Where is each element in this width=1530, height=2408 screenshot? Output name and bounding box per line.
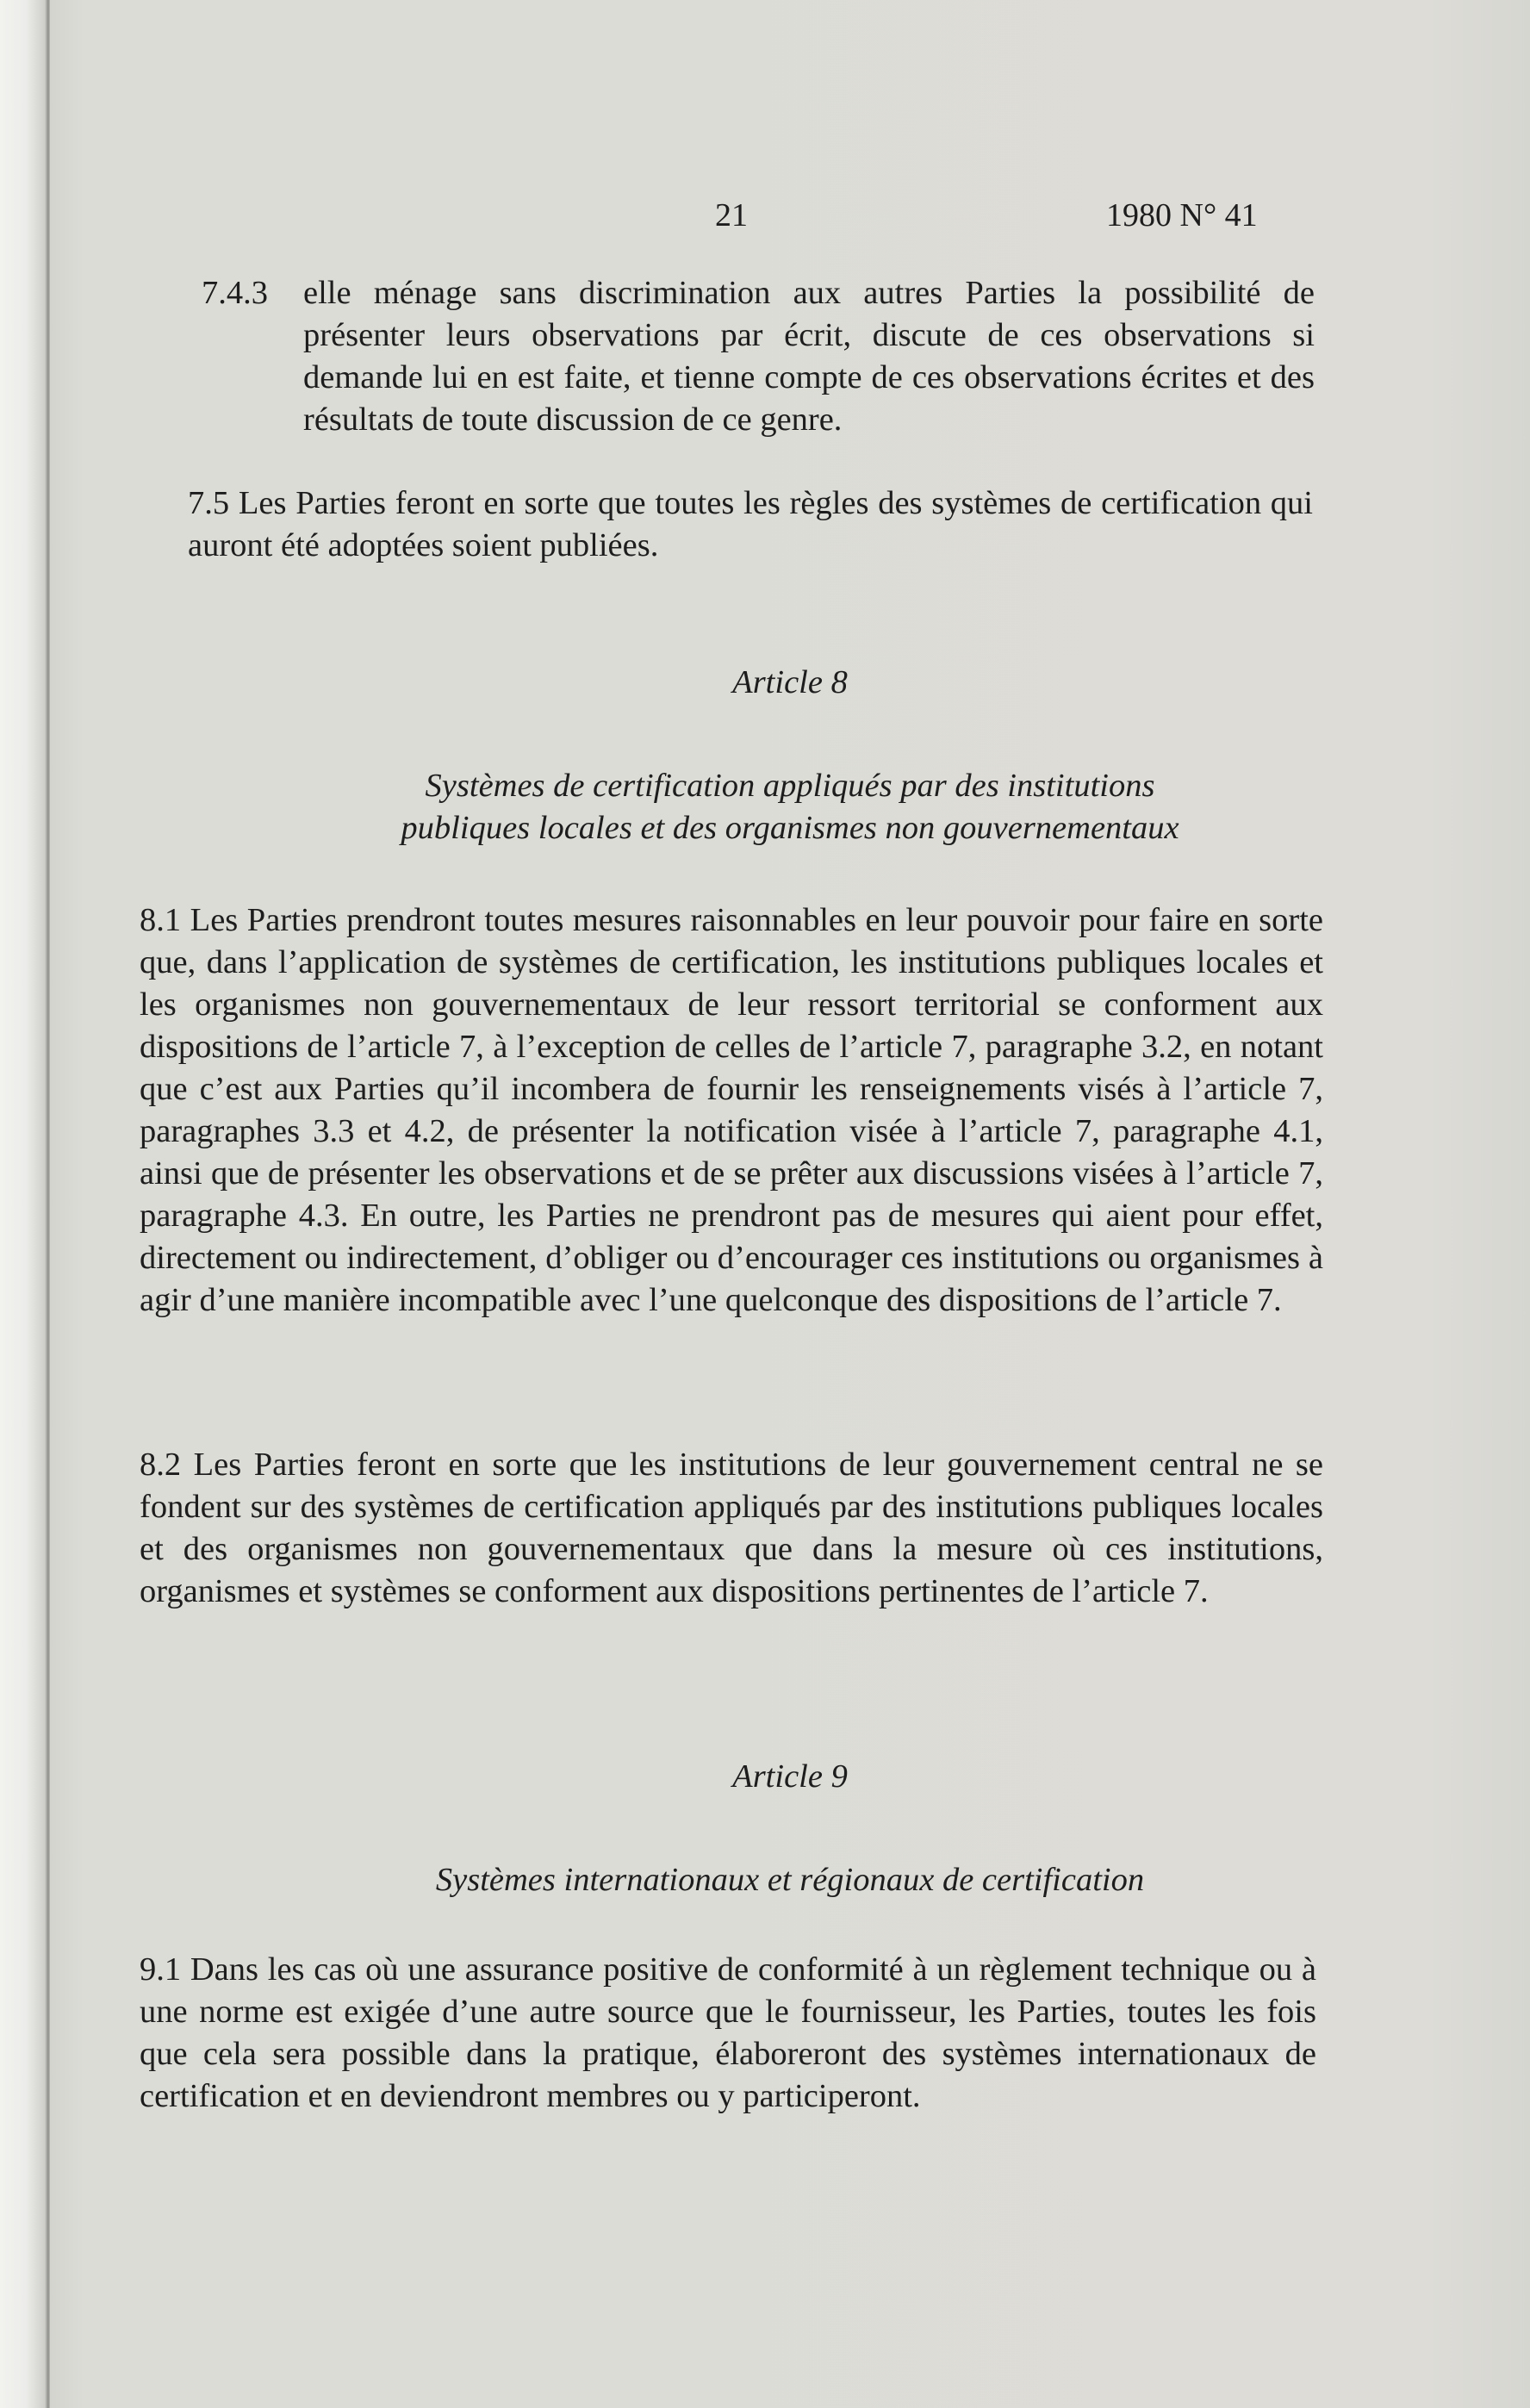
paragraph-number: 9.1: [140, 1951, 190, 1988]
page-header: [50, 196, 1530, 240]
page-number: 21: [715, 197, 748, 233]
article-8-title: Article 8: [732, 664, 848, 700]
document-reference: 1980 N° 41: [1106, 197, 1258, 233]
paragraph-text: elle ménage sans discrimination aux autres Parties la possibilité de présenter leurs observations par écrit, discute de ces observations si demande lui en est faite, et tienne compte de ces observations écrites et des résultats de toute discussion de ce genre.: [303, 275, 1315, 438]
paragraph-number: 7.5: [188, 485, 239, 521]
article-8-subtitle-line-1: Systèmes de certification appliqués par des institutions: [425, 768, 1155, 804]
paragraph-number: 8.1: [140, 902, 190, 938]
paragraph-text: Les Parties prendront toutes mesures raisonnables en leur pouvoir pour faire en sorte que, dans l’application de systèmes de certification, les institutions publiques locales et les organismes non gouvernementaux de leur ressort territorial se conforment aux dispositions de l’article 7, à l’exception de celles de l’article 7, paragraphe 3.2, en notant que c’est aux Parties qu’il incombera de fournir les renseignements visés à l’article 7, paragraphes 3.3 et 4.2, de présenter la notification visée à l’article 7, paragraphe 4.1, ainsi que de présenter les observations et de se prêter aux discussions visées à l’article 7, paragraphe 4.3. En outre, les Parties ne prendront pas de mesures qui aient pour effet, directement ou indirectement, d’obliger ou d’encourager ces institutions ou organismes à agir d’une manière incompatible avec l’une quelconque des dispositions de l’article 7.: [140, 902, 1324, 1318]
paragraph-text: Dans les cas où une assurance positive de conformité à un règlement technique ou à une norme est exigée d’une autre source que le fournisseur, les Parties, toutes les fois que cela sera possible dans la pratique, élaboreront des systèmes internationaux de certification et en deviendront membres ou y participeront.: [140, 1951, 1316, 2114]
paragraph-8-1: [140, 899, 1323, 1322]
page-gutter: [0, 0, 50, 2408]
paragraph-text: Les Parties feront en sorte que les institutions de leur gouvernement central ne se fondent sur des systèmes de certification appliqués par des institutions publiques locales et des organismes non gouvernementaux que dans la mesure où ces institutions, organismes et systèmes se conforment aux dispositions pertinentes de l’article 7.: [140, 1447, 1323, 1609]
paragraph-number: 8.2: [140, 1447, 194, 1483]
paragraph-text: Les Parties feront en sorte que toutes les règles des systèmes de certification qui auront été adoptées soient publiées.: [188, 485, 1314, 563]
article-9-title: Article 9: [732, 1758, 848, 1795]
document-page: [50, 0, 1530, 2408]
paragraph-9-1: [140, 1949, 1316, 2118]
paragraph-number: 7.4.3: [202, 275, 268, 311]
paragraph-8-2: [140, 1444, 1323, 1613]
article-8-subtitle-line-2: publiques locales et des organismes non gouvernementaux: [401, 810, 1179, 846]
article-9-subtitle: Systèmes internationaux et régionaux de certification: [435, 1862, 1145, 1898]
paragraph-7-5: [188, 482, 1313, 567]
